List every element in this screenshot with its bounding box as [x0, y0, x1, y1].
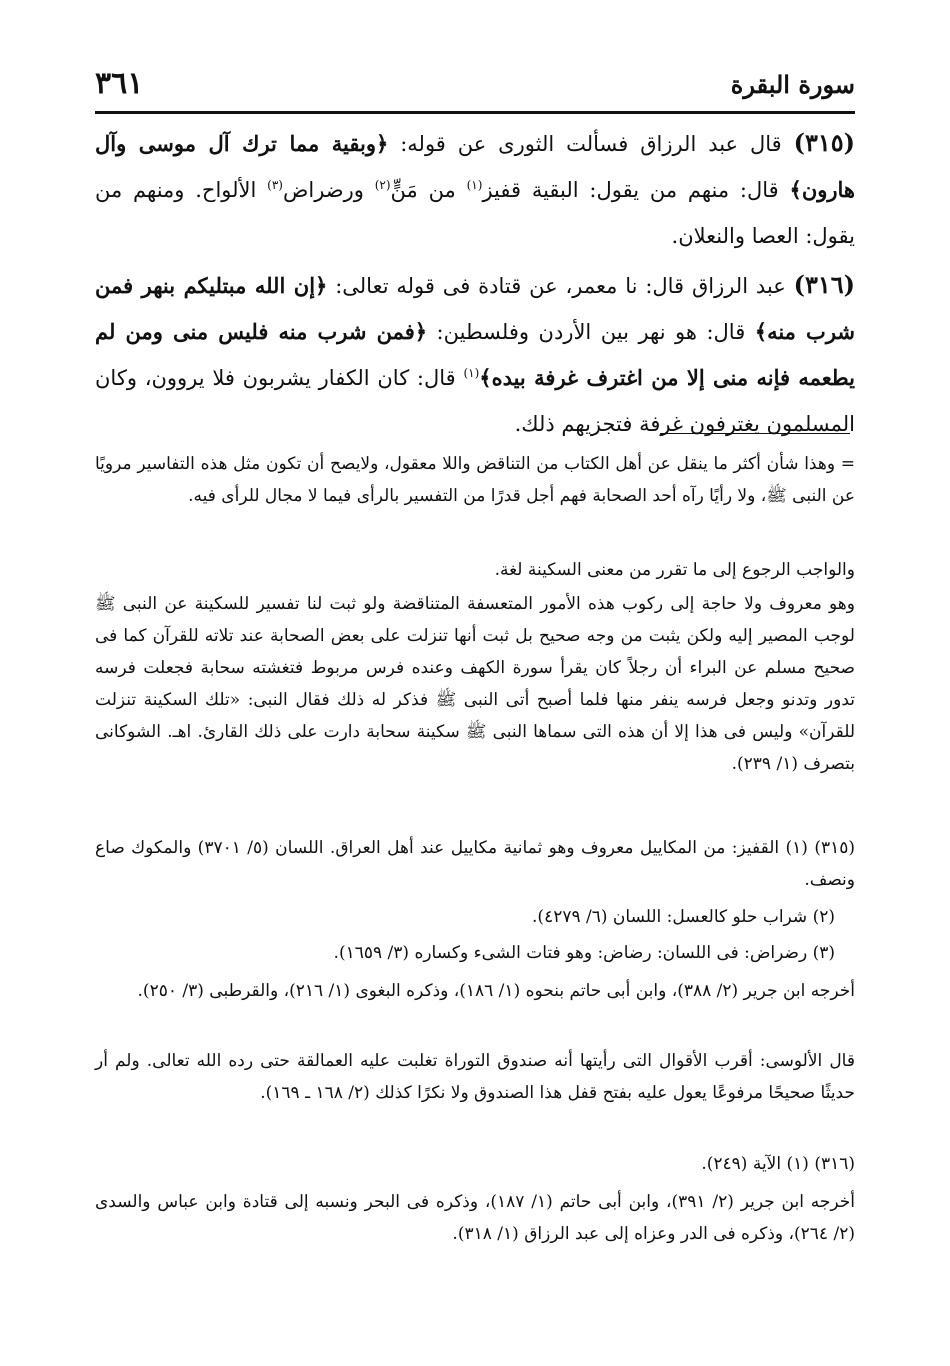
footnote-316-takhrij: أخرجه ابن جرير (٢/ ٣٩١)، وابن أبى حاتم (١/ ١٨٧)، وذكره فى البحر ونسبه إلى قتادة وابن عباس والسدى (٢/ ٢٦٤)، وذكره فى الدر وعزاه إلى عبد الرزاق (١/ ٣١٨). [95, 1192, 855, 1244]
footnote-separator [660, 433, 850, 434]
footnote-315-takhrij: أخرجه ابن جرير (٢/ ٣٨٨)، وابن أبى حاتم بنحوه (١/ ١٨٦)، وذكره البغوى (١/ ٢١٦)، والقرطبى (٣/ ٢٥٠). [137, 981, 855, 1001]
footnote-ref: (١) [466, 178, 483, 192]
page-number: ٣٦١ [95, 66, 144, 101]
narration-text: قال: منهم من يقول: البقية قفيز [482, 178, 790, 202]
footnote-315-alusi: قال الألوسى: أقرب الأقوال التى رأيتها أنه صندوق التوراة تغلبت عليه العمالقة حتى رده الله تعالى. ولم أر حديثًا صحيحًا مرفوعًا يعول عليه بفتح قفل هذا الصندوق ولا نكرًا كذلك (٢/ ١٦٨ ـ ١٦٩). [95, 1051, 855, 1103]
footnote-ref: (١) [463, 366, 480, 380]
footnote-315-3: (٣) رضراض: فى اللسان: رضاض: وهو فتات الشىء وكساره (٣/ ١٦٥٩). [333, 943, 835, 963]
narration-text: قال: كان الكفار يشربون فلا يروون، وكان المسلمون يغترفون غرفة فتجزيهم ذلك. [95, 366, 855, 436]
quran-quote: ﴿إن الله مبتليكم بنهر فمن شرب منه﴾ [95, 273, 856, 344]
footnote-315-1: (٣١٥) (١) القفيز: من المكاييل معروف وهو ثمانية مكاييل عند أهل العراق. اللسان (٥/ ٣٧٠١) والمكوك صاع ونصف. [95, 838, 856, 890]
narration-text: قال: هو نهر بين الأردن وفلسطين: [427, 320, 755, 344]
quran-quote: ﴿وبقية مما ترك آل موسى وآل هارون﴾ [95, 131, 855, 202]
narration-number: (٣١٥) [793, 128, 855, 157]
narration-316 [95, 262, 855, 447]
narration-text: عبد الرزاق قال: نا معمر، عن قتادة فى قوله تعالى: [327, 274, 794, 298]
footnote-316-1: (٣١٦) (١) الآية (٢٤٩). [701, 1154, 855, 1174]
surah-title: سورة البقرة [730, 70, 855, 99]
footnote-continuation: = وهذا شأن أكثر ما ينقل عن أهل الكتاب من التناقض واللا معقول، ولايصح أن تكون مثل هذه التفاسير مرويًا عن النبى ﷺ، ولا رأيًا رآه أحد الصحابة فهم أجل قدرًا من التفسير بالرأى فيما لا مجال للرأى فيه. [95, 454, 855, 506]
footnote-ref: (٢) [374, 178, 391, 192]
footnote-ref: (٣) [267, 178, 283, 192]
footnote-315-2: (٢) شراب حلو كالعسل: اللسان (٦/ ٤٢٧٩). [532, 907, 835, 927]
footnote-continuation: وهو معروف ولا حاجة إلى ركوب هذه الأمور المتعسفة المتناقضة ولو ثبت لنا تفسير للسكينة عن النبى ﷺ لوجب المصير إليه ولكن يثبت من وجه صحيح بل ثبت أنها تنزلت على بعض الصحابة عند تلاته للقرآن كما فى صحيح مسلم عن البراء أن رجلاً كان يقرأ سورة الكهف وعنده فرس مربوط فتغشته سحابة فجعلت فرسه تدور وتدنو وجعل فرسه ينفر منها فلما أصبح أتى النبى ﷺ فذكر له ذلك فقال النبى: «تلك السكينة تنزلت للقرآن» وليس فى هذا إلا أن هذه التى سماها النبى ﷺ سكينة سحابة دارت على ذلك القارئ. اهـ. الشوكانى بتصرف (١/ ٢٣٩). [95, 594, 855, 774]
footnote-continuation: والواجب الرجوع إلى ما تقرر من معنى السكينة لغة. [494, 560, 855, 580]
page-header [95, 66, 855, 110]
narration-315 [95, 120, 855, 259]
narration-text: من مَنٍّ [390, 178, 467, 202]
quran-quote: ﴿فمن شرب منه فليس منى ومن لم يطعمه فإنه منى إلا من اغترف غرفة بيده﴾ [95, 319, 856, 390]
narration-text: الألواح. ومنهم من يقول: العصا والنعلان. [95, 178, 855, 248]
narration-number: (٣١٦) [793, 270, 856, 299]
narration-text: قال عبد الرزاق فسألت الثورى عن قوله: [388, 132, 794, 156]
narration-text: ورضراض [282, 178, 375, 202]
header-rule [95, 111, 855, 114]
